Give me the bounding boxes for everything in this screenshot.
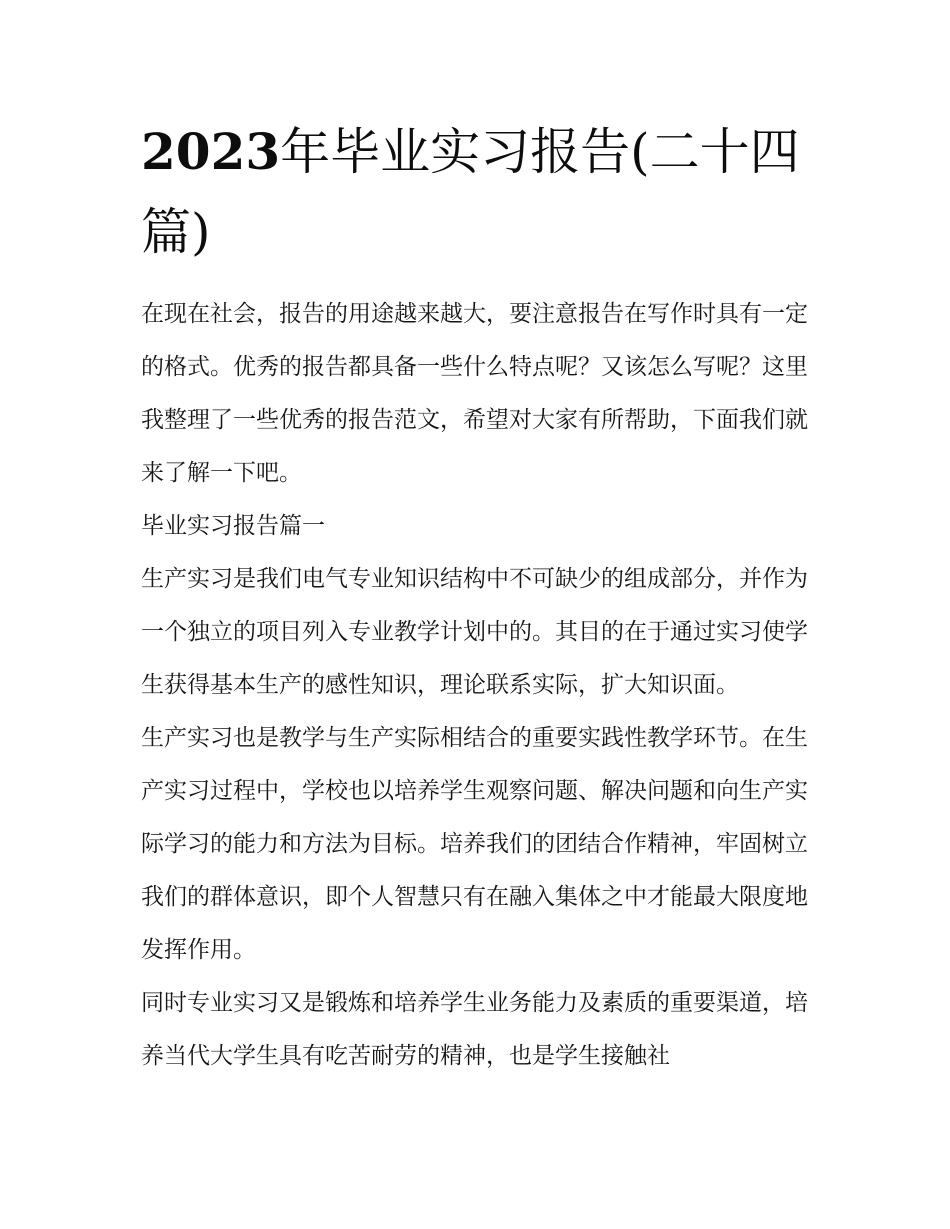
- body-paragraph: 生产实习也是教学与生产实际相结合的重要实践性教学环节。在生产实习过程中，学校也以培养学生观察问题、解决问题和向生产实际学习的能力和方法为目标。培养我们的团结合作精神，牢固树立我们的群体意识，即个人智慧只有在融入集体之中才能最大限度地发挥作用。: [141, 725, 808, 963]
- body-paragraph: 生产实习是我们电气专业知识结构中不可缺少的组成部分，并作为一个独立的项目列入专业教学计划中的。其目的在于通过实习使学生获得基本生产的感性知识，理论联系实际，扩大知识面。: [141, 566, 808, 698]
- document-content: [141, 112, 813, 1083]
- title-text: 年毕业实习报告(二十四篇): [141, 123, 800, 261]
- document-title: [141, 112, 813, 272]
- section-heading: 毕业实习报告篇一: [141, 513, 325, 539]
- title-year: 2023: [141, 122, 281, 181]
- document-body: [141, 288, 813, 1083]
- intro-paragraph: 在现在社会，报告的用途越来越大，要注意报告在写作时具有一定的格式。优秀的报告都具备一些什么特点呢？又该怎么写呢？这里我整理了一些优秀的报告范文，希望对大家有所帮助，下面我们就来了解一下吧。: [141, 301, 808, 486]
- body-paragraph: 同时专业实习又是锻炼和培养学生业务能力及素质的重要渠道，培养当代大学生具有吃苦耐劳的精神，也是学生接触社: [141, 990, 808, 1069]
